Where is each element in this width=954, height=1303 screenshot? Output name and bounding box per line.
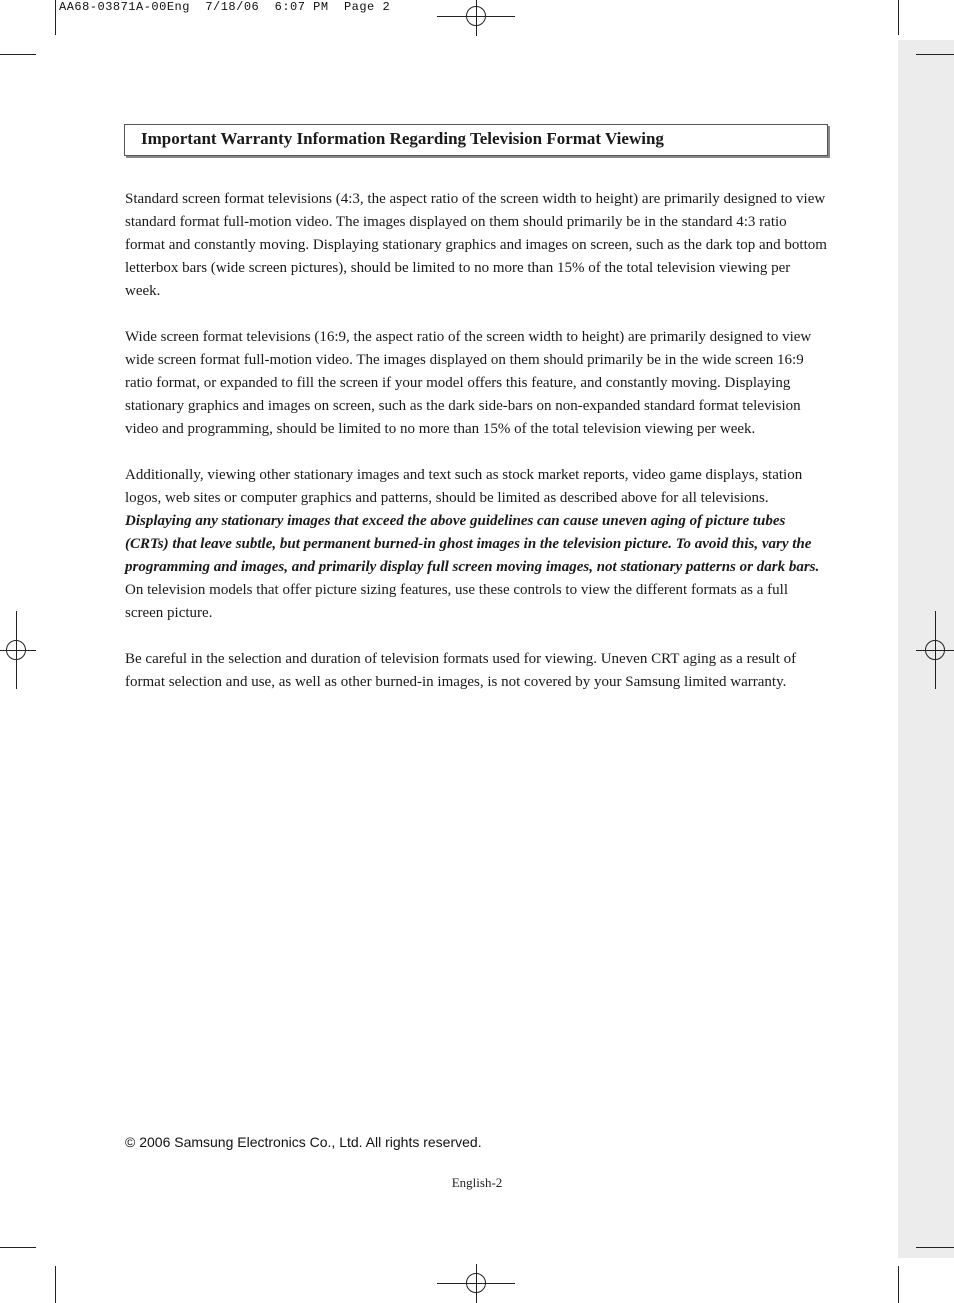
crop-mark-bottom-right-v: [898, 1266, 899, 1303]
crop-mark-top-left-v: [55, 0, 56, 35]
paragraph-wide-format: Wide screen format televisions (16:9, the aspect ratio of the screen width to height) are primarily designed to view wide screen format full-motion video. The images displayed on them should primarily be in the wide screen 16:9 ratio format, or expanded to fill the screen if your model offers this feature, and constantly moving. Displaying stationary graphics and images on screen, such as the dark side-bars on non-expanded standard format television video and programming, should be limited to no more than 15% of the total television viewing per week.: [125, 329, 812, 437]
crop-mark-bottom-left-h: [0, 1247, 36, 1248]
paragraph-stationary-images: [125, 464, 828, 625]
reg-mark-right-circle: [925, 640, 945, 660]
copyright-notice: © 2006 Samsung Electronics Co., Ltd. All rights reserved.: [125, 1134, 482, 1150]
crop-mark-bottom-left-v: [55, 1266, 56, 1303]
paragraph-warranty-note: Be careful in the selection and duration of television formats used for viewing. Uneven CRT aging as a result of format selection and use, as well as other burned-in images, is not covered by your Samsung limited warranty.: [125, 651, 797, 690]
crop-mark-top-right-h: [916, 54, 954, 55]
body-text: [125, 188, 828, 717]
paragraph-standard-format: Standard screen format televisions (4:3, the aspect ratio of the screen width to height) are primarily designed to view standard format full-motion video. The images displayed on them should primarily be in the standard 4:3 ratio format and constantly moving. Displaying stationary graphics and images on screen, such as the dark top and bottom letterbox bars (wide screen pictures), should be limited to no more than 15% of the total television viewing per week.: [125, 191, 827, 299]
print-slug: AA68-03871A-00Eng 7/18/06 6:07 PM Page 2: [59, 0, 391, 14]
warning-emphasis: Displaying any stationary images that exceed the above guidelines can cause uneven aging of picture tubes (CRTs) that leave subtle, but permanent burned-in ghost images in the television picture. To avoid this, vary the programming and images, and primarily display full screen moving images, not stationary patterns or dark bars.: [125, 513, 820, 575]
reg-mark-bottom-circle: [466, 1273, 486, 1293]
reg-mark-top-circle: [466, 6, 486, 26]
crop-mark-bottom-right-h: [916, 1247, 954, 1248]
page-title: Important Warranty Information Regarding Television Format Viewing: [124, 124, 828, 156]
page-number: English-2: [451, 1175, 503, 1190]
crop-mark-top-left-h: [0, 54, 36, 55]
crop-mark-top-right-v: [898, 0, 899, 35]
paragraph-stationary-end: On television models that offer picture sizing features, use these controls to view the different formats as a full screen picture.: [125, 582, 789, 621]
paragraph-stationary-start: Additionally, viewing other stationary images and text such as stock market reports, video game displays, station logos, web sites or computer graphics and patterns, should be limited as described above for all televisions.: [125, 467, 803, 506]
reg-mark-left-circle: [6, 640, 26, 660]
